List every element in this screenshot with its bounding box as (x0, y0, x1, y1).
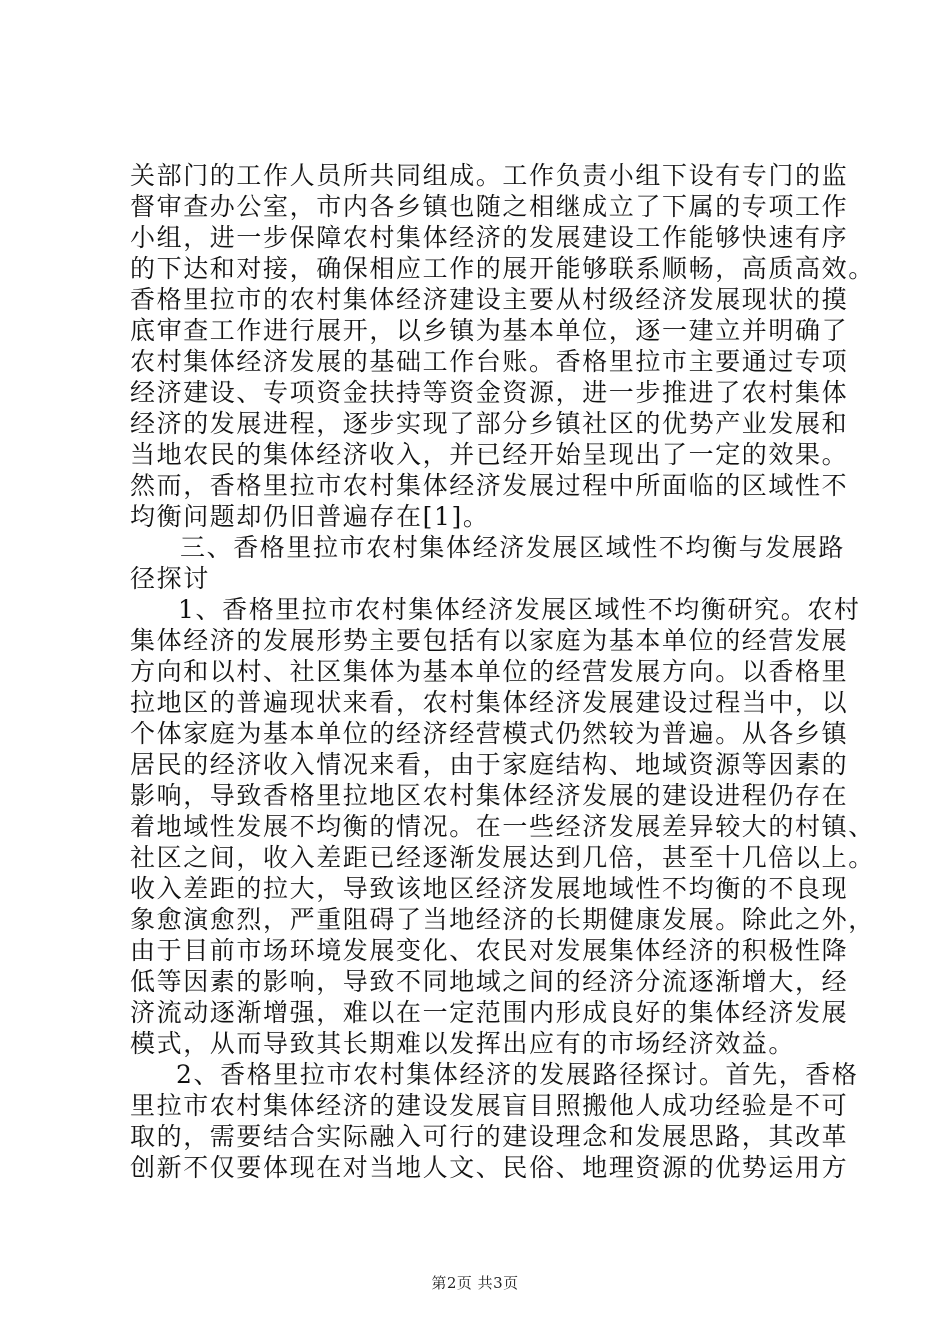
text-line: 由于目前市场环境发展变化、农民对发展集体经济的积极性降 (130, 936, 849, 965)
text-line: 的下达和对接，确保相应工作的展开能够联系顺畅，高质高效。 (130, 254, 875, 283)
text-line: 小组，进一步保障农村集体经济的发展建设工作能够快速有序 (130, 223, 849, 252)
text-line: 拉地区的普遍现状来看，农村集体经济发展建设过程当中，以 (130, 688, 849, 717)
text-line: 底审查工作进行展开，以乡镇为基本单位，逐一建立并明确了 (130, 316, 849, 345)
text-line: 模式，从而导致其长期难以发挥出应有的市场经济效益。 (130, 1029, 796, 1058)
text-line: 收入差距的拉大，导致该地区经济发展地域性不均衡的不良现 (130, 874, 849, 903)
text-line: 方向和以村、社区集体为基本单位的经营发展方向。以香格里 (130, 657, 849, 686)
text-line: 当地农民的集体经济收入，并已经开始呈现出了一定的效果。 (130, 440, 849, 469)
text-line: 低等因素的影响，导致不同地域之间的经济分流逐渐增大，经 (130, 967, 849, 996)
text-line: 创新不仅要体现在对当地人文、民俗、地理资源的优势运用方 (130, 1153, 849, 1182)
text-line: 农村集体经济发展的基础工作台账。香格里拉市主要通过专项 (130, 347, 849, 376)
text-line: 影响，导致香格里拉地区农村集体经济发展的建设进程仍存在 (130, 781, 849, 810)
page-footer (0, 1272, 950, 1293)
text-line: 香格里拉市的农村集体经济建设主要从村级经济发展现状的摸 (130, 285, 849, 314)
text-line: 督审查办公室，市内各乡镇也随之相继成立了下属的专项工作 (130, 192, 849, 221)
text-line: 集体经济的发展形势主要包括有以家庭为基本单位的经营发展 (130, 626, 849, 655)
text-line: 均衡问题却仍旧普遍存在[1]。 (130, 502, 490, 531)
text-line: 居民的经济收入情况来看，由于家庭结构、地域资源等因素的 (130, 750, 849, 779)
page-number-label: 第2页 共3页 (431, 1274, 519, 1292)
section-heading: 三、香格里拉市农村集体经济发展区域性不均衡与发展路 (180, 533, 846, 562)
text-line: 象愈演愈烈，严重阻碍了当地经济的长期健康发展。除此之外， (130, 905, 875, 934)
paragraph-start: 1、香格里拉市农村集体经济发展区域性不均衡研究。农村 (178, 595, 861, 624)
text-line: 然而，香格里拉市农村集体经济发展过程中所面临的区域性不 (130, 471, 849, 500)
text-line: 经济的发展进程，逐步实现了部分乡镇社区的优势产业发展和 (130, 409, 849, 438)
section-heading-continuation: 径探讨 (130, 564, 210, 593)
text-line: 取的，需要结合实际融入可行的建设理念和发展思路，其改革 (130, 1122, 849, 1151)
text-line: 经济建设、专项资金扶持等资金资源，进一步推进了农村集体 (130, 378, 849, 407)
text-line: 个体家庭为基本单位的经济经营模式仍然较为普遍。从各乡镇 (130, 719, 849, 748)
text-line: 着地域性发展不均衡的情况。在一些经济发展差异较大的村镇、 (130, 812, 875, 841)
text-line: 关部门的工作人员所共同组成。工作负责小组下设有专门的监 (130, 161, 849, 190)
text-line: 里拉市农村集体经济的建设发展盲目照搬他人成功经验是不可 (130, 1091, 849, 1120)
text-line: 社区之间，收入差距已经逐渐发展达到几倍，甚至十几倍以上。 (130, 843, 875, 872)
paragraph-start: 2、香格里拉市农村集体经济的发展路径探讨。首先，香格 (176, 1060, 859, 1089)
document-body (130, 160, 875, 1183)
text-line: 济流动逐渐增强，难以在一定范围内形成良好的集体经济发展 (130, 998, 849, 1027)
